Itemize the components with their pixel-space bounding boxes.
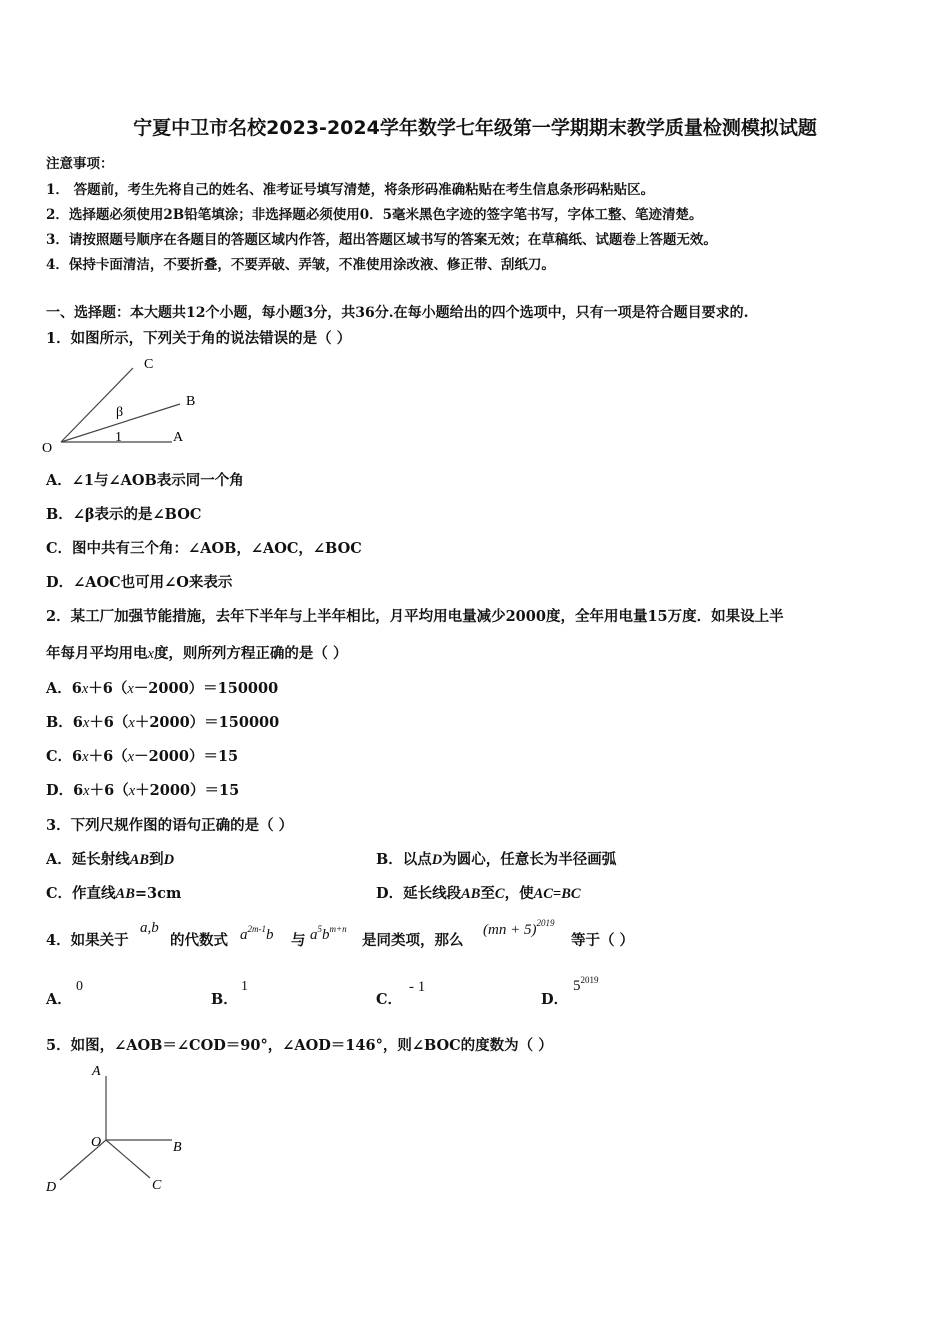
q4-expression: (mn + 5)$^{2019}$: [483, 918, 555, 938]
q2-stem-line1: 2．某工厂加强节能措施，去年下半年与上半年相比，月平均用电量减少2000度，全年用电量15万度．如果设上半: [46, 608, 784, 625]
q3-option-a: A．延长射线AB到D: [46, 851, 175, 868]
q4-option-b-label: B．: [211, 991, 238, 1008]
notice-item: 4．保持卡面清洁，不要折叠，不要弄破、弄皱，不准使用涂改液、修正带、刮纸刀。: [46, 257, 555, 273]
q4-term2: $a^5b^{m+n}$: [310, 924, 347, 943]
notice-item: 1． 答题前，考生先将自己的姓名、准考证号填写清楚，将条形码准确粘贴在考生信息条形码粘贴区。: [46, 182, 655, 198]
q4-term1: $a^{2m-1}b$: [240, 924, 274, 943]
section-heading: 一、选择题：本大题共12个小题，每小题3分，共36分.在每小题给出的四个选项中，只有一项是符合题目要求的.: [46, 305, 749, 321]
q4-s2: 的代数式: [170, 932, 228, 949]
label-a: A: [173, 430, 184, 445]
q4-option-a-label: A．: [46, 991, 72, 1008]
q4-s5: 等于（ ）: [571, 932, 635, 949]
q1-angle-figure: [40, 352, 210, 457]
label-o: O: [91, 1135, 102, 1150]
q4-option-b-value: 1: [241, 979, 248, 994]
q4-s3: 与: [291, 932, 306, 949]
q5-stem: 5．如图，∠AOB＝∠COD＝90°，∠AOD＝146°，则∠BOC的度数为（ ）: [46, 1037, 553, 1054]
label-c: C: [152, 1178, 162, 1193]
q5-angle-figure: [40, 1060, 200, 1200]
label-b: B: [186, 394, 196, 409]
q2-option-b: B．6x＋6（x＋2000）＝150000: [46, 714, 280, 731]
q1-option-d: D．∠AOC也可用∠O来表示: [46, 574, 233, 591]
q3-option-b: B．以点D为圆心，任意长为半径画弧: [376, 851, 617, 868]
q4-s1: 4．如果关于: [46, 932, 129, 949]
q3-option-c: C．作直线AB=3cm: [46, 885, 182, 902]
notice-item: 2．选择题必须使用2B铅笔填涂；非选择题必须使用0．5毫米黑色字迹的签字笔书写，字体工整、笔迹清楚。: [46, 207, 703, 223]
notice-item: 3．请按照题号顺序在各题目的答题区域内作答，超出答题区域书写的答案无效；在草稿纸、试题卷上答题无效。: [46, 232, 717, 248]
q4-option-c-label: C．: [376, 991, 403, 1008]
label-d: D: [46, 1180, 57, 1195]
q3-option-d: D．延长线段AB至C，使AC=BC: [376, 885, 581, 902]
ray-oc: [106, 1140, 150, 1178]
q3-stem: 3．下列尺规作图的语句正确的是（ ）: [46, 817, 294, 834]
q2-option-d: D．6x＋6（x＋2000）＝15: [46, 782, 240, 799]
label-angle-1: 1: [115, 430, 122, 445]
label-b: B: [173, 1140, 182, 1155]
label-a: A: [92, 1064, 101, 1079]
q4-s4: 是同类项，那么: [362, 932, 464, 949]
label-beta: β: [116, 405, 124, 420]
q2-option-a: A．6x＋6（x－2000）＝150000: [46, 680, 279, 697]
q4-option-a-value: 0: [76, 979, 83, 994]
q4-option-c-value: - 1: [409, 979, 426, 995]
q1-stem: 1．如图所示，下列关于角的说法错误的是（ ）: [46, 330, 352, 347]
q1-option-a: A．∠1与∠AOB表示同一个角: [46, 472, 244, 489]
q1-option-c: C．图中共有三个角：∠AOB，∠AOC，∠BOC: [46, 540, 362, 557]
label-o: O: [42, 441, 53, 456]
q4-option-d-value: $5^{2019}$: [573, 975, 599, 994]
label-c: C: [144, 357, 154, 372]
q1-option-b: B．∠β表示的是∠BOC: [46, 506, 202, 523]
q4-vars: a,b: [140, 920, 159, 936]
q2-stem-line2: 年每月平均用电x度，则所列方程正确的是（ ）: [46, 645, 348, 662]
q2-option-c: C．6x＋6（x－2000）＝15: [46, 748, 239, 765]
notice-heading: 注意事项：: [46, 156, 114, 172]
page-title: 宁夏中卫市名校2023-2024学年数学七年级第一学期期末教学质量检测模拟试题: [133, 117, 817, 139]
q4-option-d-label: D．: [541, 991, 569, 1008]
